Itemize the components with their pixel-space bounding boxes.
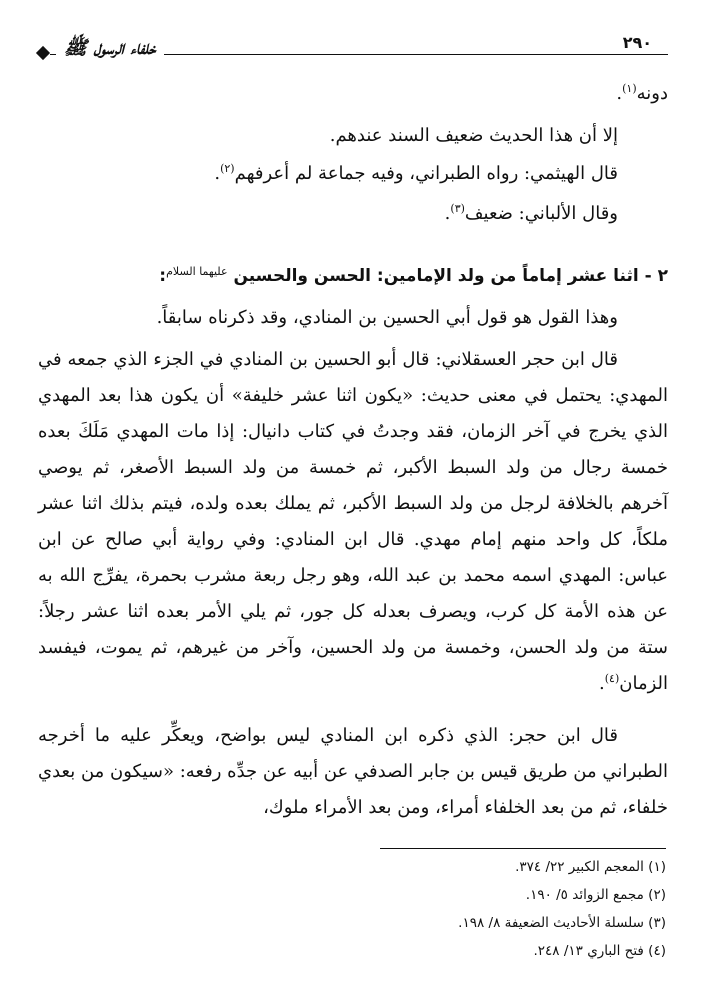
paragraph-ibn-hajar-quote — [38, 342, 668, 702]
paragraph-continuation — [38, 76, 668, 112]
footnote-marker: (١) — [622, 82, 637, 95]
paragraph-weak-chain: إلا أن هذا الحديث ضعيف السند عندهم. — [329, 125, 618, 146]
paragraph-text: قال الهيثمي: رواه الطبراني، وفيه جماعة لم أعرفهم — [234, 163, 618, 184]
footnote-marker: (٢) — [220, 162, 235, 175]
running-title: خلفاء الرسول ﷺ — [56, 36, 164, 60]
section-heading — [38, 256, 668, 292]
footnote-separator — [380, 848, 666, 849]
paragraph-text: قال ابن حجر العسقلاني: قال أبو الحسين بن المنادي في الجزء الذي جمعه في المهدي: يحتمل في معنى حديث: «يكون اثنا عشر خليفة» أن يكون هذا بعد المهدي الذي يخرج في آخر الزمان، فقد وجدتُ في كتاب دانيال: إذا مات المهدي مَلَكَ بعده خمسة رجال من ولد السبط الأكبر، ثم خمسة من ولد السبط الأصغر، ثم يوصي آخرهم بالخلافة لرجل من ولد السبط الأكبر، ثم يملك بعده ولده، فيتم بذلك اثنا عشر ملكاً، كل واحد منهم إمام مهدي. قال ابن المنادي: وفي رواية أبي صالح عن ابن عباس: المهدي اسمه محمد بن عبد الله، وهو رجل ربعة مشرب بحمرة، يفرِّج الله به عن هذه الأمة كل كرب، ويصرف بعدله كل جور، ثم يلي الأمر بعده اثنا عشر رجلاً: ستة من ولد الحسن، وخمسة من ولد الحسين، وآخر من غيرهم، ثم يموت، فيفسد الزمان — [38, 349, 668, 694]
paragraph-end: . — [598, 673, 605, 694]
paragraph-ibn-hajar-comment: قال ابن حجر: الذي ذكره ابن المنادي ليس بواضح، ويعكِّر عليه ما أخرجه الطبراني من طريق قيس بن جابر الصدفي عن أبيه عن جدِّه رفعه: «سيكون من بعدي خلفاء، ثم من بعد الخلفاء أمراء، ومن بعد الأمراء ملوك، — [38, 725, 668, 818]
paragraph-end: . — [214, 163, 221, 184]
footnote-1: (١) المعجم الكبير ٢٢/ ٣٧٤. — [515, 859, 666, 875]
paragraph-text: وقال الألباني: ضعيف — [464, 203, 618, 224]
section-heading-text: ٢ - اثنا عشر إماماً من ولد الإمامين: الحسن والحسين — [233, 266, 668, 286]
diamond-ornament-icon — [36, 46, 50, 60]
honorific-glyph: عليهما السلام — [166, 265, 228, 278]
paragraph-haythami — [38, 156, 668, 192]
heading-end: : — [159, 266, 167, 286]
footnote-2: (٢) مجمع الزوائد ٥/ ١٩٠. — [525, 887, 666, 903]
paragraph-albani — [38, 196, 668, 232]
running-header — [36, 32, 668, 70]
paragraph-end: . — [616, 83, 623, 104]
paragraph-text: دونه — [636, 83, 668, 104]
footnote-marker: (٤) — [604, 672, 620, 685]
paragraph-ibn-munadi: وهذا القول هو قول أبي الحسين بن المنادي، وقد ذكرناه سابقاً. — [156, 307, 618, 328]
page-number: ٢٩٠ — [617, 32, 658, 54]
paragraph-end: . — [444, 203, 451, 224]
footnote-marker: (٣) — [450, 202, 465, 215]
footnote-3: (٣) سلسلة الأحاديث الضعيفة ٨/ ١٩٨. — [458, 915, 666, 931]
footnote-4: (٤) فتح الباري ١٣/ ٢٤٨. — [533, 943, 666, 959]
